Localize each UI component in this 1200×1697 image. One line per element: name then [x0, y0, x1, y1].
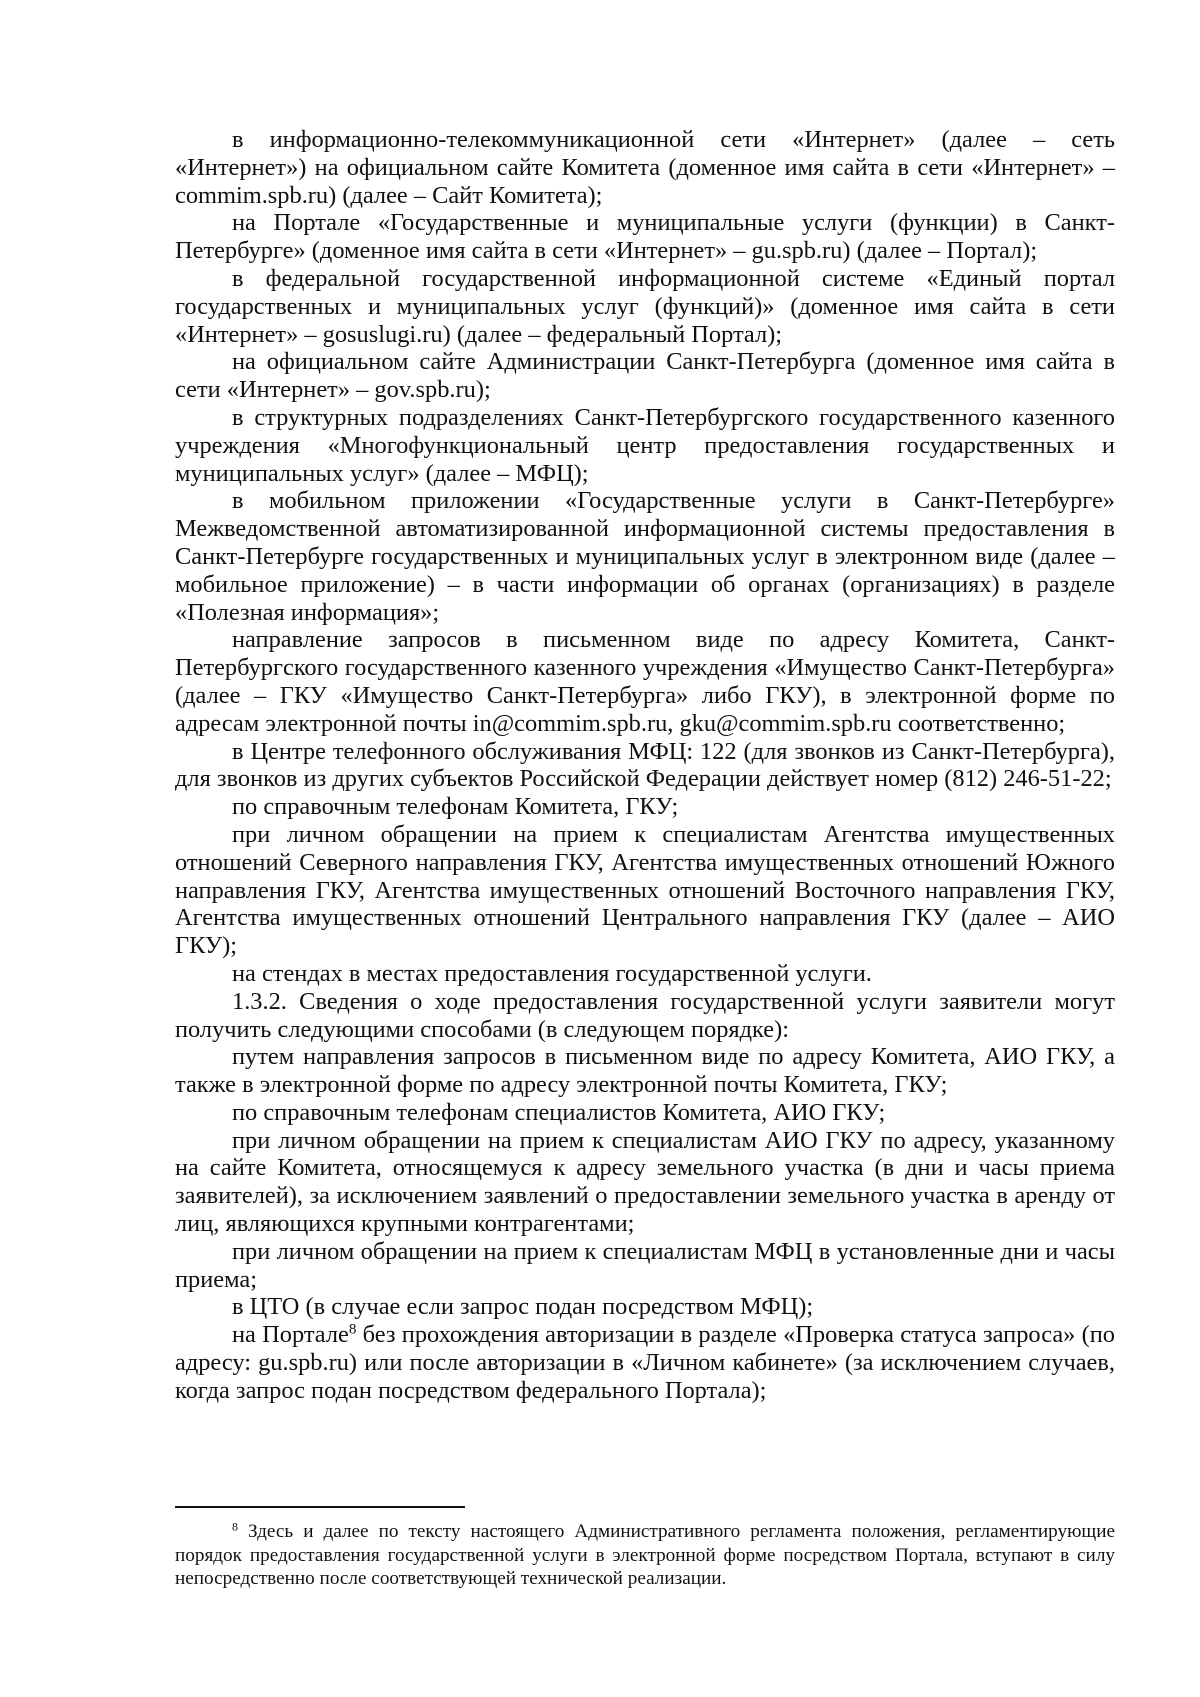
paragraph-mobile-app: в мобильном приложении «Государственные услуги в Санкт-Петербурге» Межведомственной автоматизированной информационной системы предоставления в Санкт-Петербурге государственных и муниципальных услуг в электронном виде (далее – мобильное приложение) – в части информации об органах (организациях) в разделе «Полезная информация»;	[175, 487, 1115, 626]
footnote-text: Здесь и далее по тексту настоящего Административного регламента положения, регламентирующие порядок предоставления государственной услуги в электронной форме посредством Портала, вступают в силу непосредственно после соответствующей технической реализации.	[175, 1521, 1115, 1589]
paragraph-phone-center: в Центре телефонного обслуживания МФЦ: 122 (для звонков из Санкт-Петербурга), для звонков из других субъектов Российской Федерации действует номер (812) 246-51-22;	[175, 737, 1115, 793]
footnotes	[175, 1520, 1115, 1591]
portal-text: на Портале	[232, 1321, 349, 1349]
paragraph-visit-aio-specialists: при личном обращении на прием к специалистам АИО ГКУ по адресу, указанному на сайте Комитета, относящемуся к адресу земельного участка (в дни и часы приема заявителей), за исключением заявлений о предоставлении земельного участка в аренду от лиц, являющихся крупными контрагентами;	[175, 1126, 1115, 1238]
paragraph-internet-site: в информационно-телекоммуникационной сети «Интернет» (далее – сеть «Интернет») на официальном сайте Комитета (доменное имя сайта в сети «Интернет» – commim.spb.ru) (далее – Сайт Комитета);	[175, 126, 1115, 209]
paragraph-federal-portal: в федеральной государственной информационной системе «Единый портал государственных и муниципальных услуг (функций)» (доменное имя сайта в сети «Интернет» – gosuslugi.ru) (далее – федеральный Портал);	[175, 264, 1115, 348]
paragraph-administration-site: на официальном сайте Администрации Санкт-Петербурга (доменное имя сайта в сети «Интернет» – gov.spb.ru);	[175, 348, 1115, 404]
footnote-separator	[175, 1506, 465, 1508]
document-body	[175, 126, 1115, 1405]
paragraph-visit-mfc-specialists: при личном обращении на прием к специалистам МФЦ в установленные дни и часы приема;	[175, 1237, 1115, 1293]
footnote-reference: 8	[348, 1321, 357, 1338]
footnote-number: 8	[232, 1519, 238, 1534]
portal-status-text: без прохождения авторизации в разделе «Проверка статуса запроса» (по адресу: gu.spb.ru) или после авторизации в «Личном кабинете» (за исключением случаев, когда запрос подан посредством федерального Портала);	[175, 1321, 1115, 1404]
paragraph-written-requests: направление запросов в письменном виде по адресу Комитета, Санкт-Петербургского государственного казенного учреждения «Имущество Санкт-Петербурга» (далее – ГКУ «Имущество Санкт-Петербурга» либо ГКУ), в электронной форме по адресам электронной почты in@commim.spb.ru, gku@commim.spb.ru соответственно;	[175, 626, 1115, 737]
paragraph-stands: на стендах в местах предоставления государственной услуги.	[232, 959, 872, 987]
paragraph-reference-phones: по справочным телефонам Комитета, ГКУ;	[232, 793, 679, 821]
footnote-8	[175, 1520, 1115, 1591]
paragraph-personal-visit-aio: при личном обращении на прием к специалистам Агентства имущественных отношений Северного направления ГКУ, Агентства имущественных отношений Южного направления ГКУ, Агентства имущественных отношений Восточного направления ГКУ, Агентства имущественных отношений Центрального направления ГКУ (далее – АИО ГКУ);	[175, 820, 1115, 960]
paragraph-mfc: в структурных подразделениях Санкт-Петербургского государственного казенного учреждения «Многофункциональный центр предоставления государственных и муниципальных услуг» (далее – МФЦ);	[175, 403, 1115, 487]
paragraph-specialist-phones: по справочным телефонам специалистов Комитета, АИО ГКУ;	[232, 1098, 886, 1126]
paragraph-cto: в ЦТО (в случае если запрос подан посредством МФЦ);	[232, 1293, 814, 1321]
paragraph-portal-status	[175, 1321, 1115, 1404]
paragraph-section-1-3-2: 1.3.2. Сведения о ходе предоставления государственной услуги заявители могут получить следующими способами (в следующем порядке):	[175, 987, 1115, 1043]
paragraph-written-status-requests: путем направления запросов в письменном виде по адресу Комитета, АИО ГКУ, а также в электронной форме по адресу электронной почты Комитета, ГКУ;	[175, 1043, 1115, 1099]
paragraph-portal: на Портале «Государственные и муниципальные услуги (функции) в Санкт-Петербурге» (доменное имя сайта в сети «Интернет» – gu.spb.ru) (далее – Портал);	[175, 209, 1115, 265]
